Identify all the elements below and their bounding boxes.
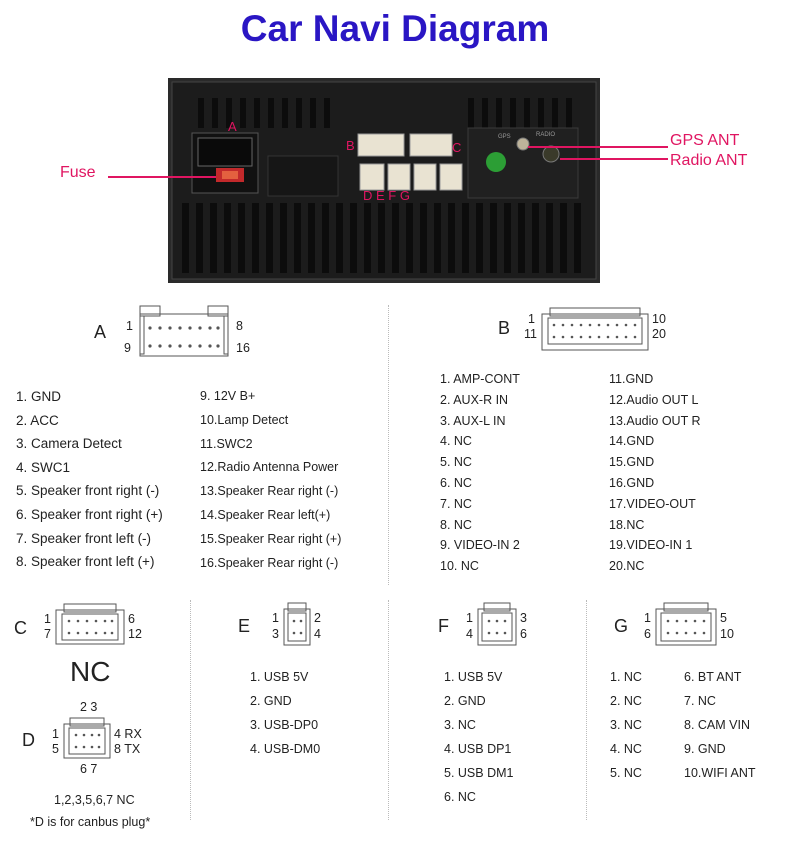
pin-entry: 4. NC	[610, 742, 642, 756]
pin-entry: 1. GND	[16, 389, 62, 404]
fuse-pointer-line	[108, 176, 216, 178]
pin-entry: 16.GND	[609, 475, 655, 490]
fuse-label: Fuse	[60, 164, 96, 181]
connector-f-list	[444, 665, 513, 809]
connector-c-pin-12: 12	[128, 627, 142, 641]
pin-entry: 14.Speaker Rear left(+)	[200, 507, 331, 522]
pin-entry: 5. NC	[440, 455, 472, 470]
pin-entry: 4. NC	[440, 434, 472, 449]
divider-ab	[388, 305, 389, 585]
silk-radio: RADIO	[536, 132, 556, 138]
page-title: Car Navi Diagram	[240, 8, 550, 49]
connector-g-letter: G	[614, 616, 629, 636]
pin-entry: 3. AUX-L IN	[440, 413, 506, 428]
pin-entry: 3. NC	[444, 718, 476, 732]
pin-entry: 14.GND	[609, 434, 655, 449]
connector-g-pin-1: 1	[644, 611, 651, 625]
connector-e-diagram	[282, 601, 312, 647]
connector-e-list	[250, 665, 320, 761]
pin-entry: 6. Speaker front right (+)	[16, 506, 163, 522]
connector-f-diagram	[476, 601, 518, 647]
pin-entry: 12.Audio OUT L	[609, 392, 699, 407]
pin-entry: 15.GND	[609, 455, 655, 470]
connector-c-pin-1: 1	[44, 612, 51, 626]
pin-entry: 1. USB 5V	[250, 670, 309, 684]
pin-entry: 9. VIDEO-IN 2	[440, 538, 520, 553]
connector-a-pin-16: 16	[236, 341, 250, 355]
pin-entry: 4. USB-DM0	[250, 742, 321, 756]
photo-label-defg: D E F G	[363, 188, 410, 203]
gps-ant-label: GPS ANT	[670, 132, 740, 149]
connector-a-pin-1: 1	[126, 319, 133, 333]
connector-e-pin-1: 1	[272, 611, 279, 625]
connector-e-letter: E	[238, 616, 251, 636]
connector-e-pin-2: 2	[314, 611, 321, 625]
connector-c-pin-7: 7	[44, 627, 51, 641]
connector-g-col2	[684, 665, 756, 785]
gps-pointer-line	[528, 146, 668, 148]
connector-d-pin-1: 1	[52, 727, 59, 741]
pin-entry: 11.GND	[609, 372, 654, 386]
connector-a-pin-8: 8	[236, 319, 243, 333]
radio-ant-label: Radio ANT	[670, 152, 748, 169]
connector-a-diagram	[138, 304, 234, 360]
connector-b-pin-20: 20	[652, 327, 666, 341]
pin-entry: 2. ACC	[16, 412, 59, 428]
pin-entry: 9. 12V B+	[200, 389, 256, 403]
connector-b-pin-11: 11	[524, 327, 537, 341]
pin-entry: 1. USB 5V	[444, 670, 503, 684]
pin-entry: 3. NC	[610, 718, 642, 732]
connector-f-pin-1: 1	[466, 611, 473, 625]
connector-g-diagram	[654, 601, 718, 647]
pin-entry: 7. NC	[684, 694, 716, 708]
pin-entry: 20.NC	[609, 559, 645, 574]
pin-entry: 2. AUX-R IN	[440, 392, 509, 407]
silk-gps: GPS	[498, 134, 511, 140]
connector-d-pins-top: 2 3	[80, 700, 98, 714]
pin-entry: 18.NC	[609, 517, 645, 532]
divider-f-g	[586, 600, 587, 820]
canbus-note: *D is for canbus plug*	[30, 815, 151, 829]
pin-entry: 6. NC	[440, 475, 472, 490]
pin-entry: 10.WIFI ANT	[684, 766, 756, 780]
connector-d-diagram	[62, 716, 112, 760]
connector-d-pin-5: 5	[52, 742, 59, 756]
pin-entry: 6. NC	[444, 790, 476, 804]
connector-d-pin-4-rx: 4 RX	[114, 727, 142, 741]
connector-c-pin-6: 6	[128, 612, 135, 626]
connector-a-col2	[200, 385, 341, 575]
pin-entry: 5. NC	[610, 766, 642, 780]
connector-d-nc-note: 1,2,3,5,6,7 NC	[54, 793, 135, 807]
connector-d-pin-8-tx: 8 TX	[114, 742, 141, 756]
pin-entry: 19.VIDEO-IN 1	[609, 538, 693, 553]
pin-entry: 8. NC	[440, 517, 472, 532]
pin-entry: 5. USB DM1	[444, 766, 514, 780]
pin-entry: 2. NC	[610, 694, 642, 708]
photo-label-a: A	[228, 119, 237, 134]
pin-entry: 5. Speaker front right (-)	[16, 483, 160, 499]
connector-b-diagram	[540, 306, 650, 352]
pin-entry: 8. CAM VIN	[684, 718, 750, 732]
pin-entry: 1. NC	[610, 670, 642, 684]
pin-entry: 4. SWC1	[16, 459, 71, 475]
connector-b-letter: B	[498, 318, 511, 338]
connector-b-col2	[609, 369, 700, 577]
connector-g-col1	[610, 665, 642, 785]
pin-entry: 15.Speaker Rear right (+)	[200, 531, 342, 546]
pin-entry: 13.Audio OUT R	[609, 413, 701, 428]
pin-entry: 12.Radio Antenna Power	[200, 460, 339, 475]
connector-g-pin-10: 10	[720, 627, 734, 641]
connector-a-letter: A	[94, 322, 107, 342]
pin-entry: 13.Speaker Rear right (-)	[200, 484, 339, 499]
connector-f-pin-4: 4	[466, 627, 473, 641]
photo-label-b: B	[346, 138, 355, 153]
connector-b-col1	[440, 369, 520, 577]
connector-c-letter: C	[14, 618, 27, 638]
pin-entry: 17.VIDEO-OUT	[609, 496, 696, 511]
connector-d-pins-bottom: 6 7	[80, 762, 98, 776]
pin-entry: 6. BT ANT	[684, 670, 742, 684]
connector-a-pin-9: 9	[124, 341, 131, 355]
connector-b-pin-1: 1	[528, 312, 535, 326]
pin-entry: 2. GND	[444, 694, 486, 708]
connector-g-pin-6: 6	[644, 627, 651, 641]
pin-entry: 3. USB-DP0	[250, 718, 319, 732]
connector-g-pin-5: 5	[720, 611, 727, 625]
pin-entry: 11.SWC2	[200, 436, 253, 451]
pin-entry: 7. NC	[440, 496, 472, 511]
connector-a-col1	[16, 385, 163, 574]
pin-entry: 3. Camera Detect	[16, 436, 122, 452]
connector-c-status: NC	[70, 656, 111, 687]
pin-entry: 2. GND	[250, 694, 292, 708]
pin-entry: 8. Speaker front left (+)	[16, 554, 155, 570]
connector-f-pin-6: 6	[520, 627, 527, 641]
connector-f-pin-3: 3	[520, 611, 527, 625]
pin-entry: 4. USB DP1	[444, 742, 512, 756]
pin-entry: 10. NC	[440, 559, 479, 574]
pin-entry: 10.Lamp Detect	[200, 412, 289, 427]
pin-entry: 1. AMP-CONT	[440, 372, 520, 386]
photo-label-c: C	[452, 140, 462, 155]
connector-e-pin-3: 3	[272, 627, 279, 641]
connector-d-letter: D	[22, 730, 35, 750]
head-unit-rear-photo	[168, 78, 600, 283]
connector-e-pin-4: 4	[314, 627, 321, 641]
divider-e-f	[388, 600, 389, 820]
pin-entry: 7. Speaker front left (-)	[16, 530, 152, 546]
connector-f-letter: F	[438, 616, 449, 636]
radio-pointer-line	[560, 158, 668, 160]
connector-b-pin-10: 10	[652, 312, 666, 326]
connector-c-diagram	[54, 602, 126, 646]
divider-cd-e	[190, 600, 191, 820]
pin-entry: 16.Speaker Rear right (-)	[200, 555, 339, 570]
pin-entry: 9. GND	[684, 742, 726, 756]
